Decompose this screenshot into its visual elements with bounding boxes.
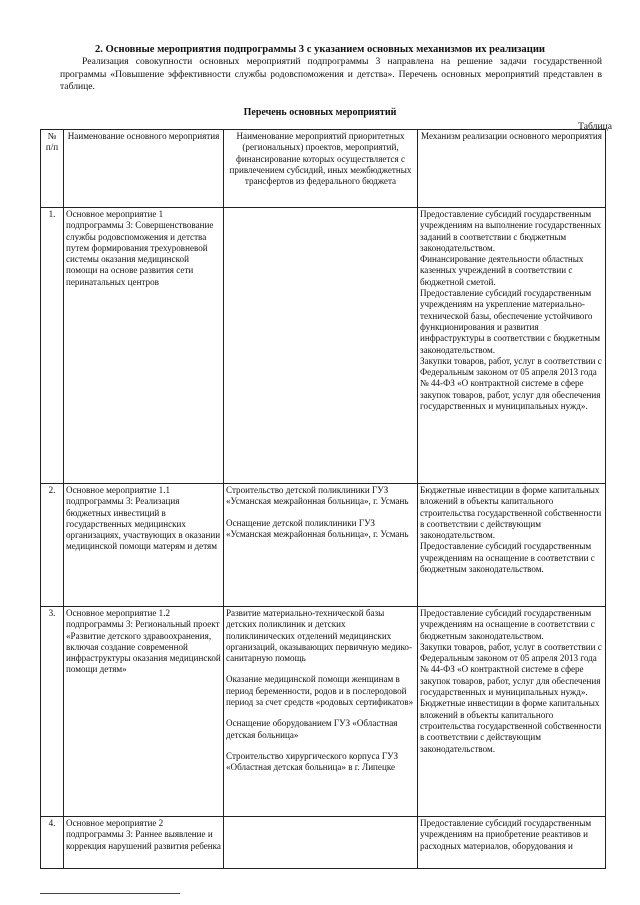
- header-name: Наименование основного мероприятия: [64, 130, 224, 208]
- row-projects: [224, 484, 418, 607]
- mechanism-item: Финансирование деятельности областных казенных учреждений в соответствии с бюджетной сметой.: [420, 254, 584, 287]
- table-row: [41, 484, 606, 607]
- table-row: [41, 208, 606, 484]
- row-name: Основное мероприятие 2 подпрограммы 3: Раннее выявление и коррекция нарушений развития ребенка: [64, 817, 224, 869]
- project-item: Оснащение детской поликлиники ГУЗ «Усманская межрайонная больница», г. Усмань: [226, 517, 409, 539]
- project-item: Строительство детской поликлиники ГУЗ «Усманская межрайонная больница», г. Усмань: [226, 485, 409, 507]
- header-projects: Наименование мероприятий приоритетных (региональных) проектов, мероприятий, финансирование которых осуществляется с привлечением субсидий, иных межбюджетных трансфертов из федерального бюджета: [224, 130, 418, 208]
- header-mechanism: Механизм реализации основного мероприятия: [418, 130, 606, 208]
- row-mechanism: [418, 607, 606, 817]
- row-mechanism: [418, 208, 606, 484]
- table-header-row: [41, 130, 606, 208]
- table-title: Перечень основных мероприятий: [243, 107, 397, 118]
- row-name: Основное мероприятие 1 подпрограммы 3: Совершенствование службы родовспоможения и детства путем формирования трехуровневой системы оказания медицинской помощи на основе развития сети перинатальных центров: [64, 208, 224, 484]
- mechanism-item: Бюджетные инвестиции в форме капитальных вложений в объекты капитального строительства государственной собственности в соответствии с действующим законодательством.: [420, 485, 602, 541]
- mechanism-item: Закупки товаров, работ, услуг в соответствии с Федеральным законом от 05 апреля 2013 года № 44-ФЗ «О контрактной системе в сфере закупок товаров, работ, услуг для обеспечения государственных и муниципальных нужд».: [420, 641, 602, 698]
- mechanism-item: Предоставление субсидий государственным учреждениям на укрепление материально-технической базы, обеспечение устойчивого функционирования и развития инфраструктуры в соответствии с бюджетным законодательством.: [420, 288, 600, 355]
- project-item: Оказание медицинской помощи женщинам в период беременности, родов и в послеродовой период за счет средств «родовых сертификатов»: [226, 674, 414, 708]
- row-projects: [224, 817, 418, 869]
- row-name: Основное мероприятие 1.2 подпрограммы 3: Региональный проект «Развитие детского здравоохранения, включая создание современной инфраструктуры оказания медицинской помощи детям»: [64, 607, 224, 817]
- mechanism-item: Бюджетные инвестиции в форме капитальных вложений в объекты капитального строительства государственной собственности в соответствии с действующим законодательством.: [420, 698, 602, 754]
- row-name: Основное мероприятие 1.1 подпрограммы 3: Реализация бюджетных инвестиций в государственных медицинских организациях, участвующих в оказании медицинской помощи матерям и детям: [64, 484, 224, 607]
- mechanism-item: Предоставление субсидий государственным учреждениям на оснащение в соответствии с бюджетным законодательством.: [420, 541, 595, 575]
- row-projects: [224, 208, 418, 484]
- row-num: 1.: [41, 208, 64, 484]
- measures-table: [40, 129, 606, 869]
- table-row: [41, 817, 606, 869]
- project-item: Оснащение оборудованием ГУЗ «Областная детская больница»: [226, 718, 398, 740]
- section-heading: 2. Основные мероприятия подпрограммы 3 с указанием основных механизмов их реализации: [94, 44, 546, 55]
- intro-paragraph: Реализация совокупности основных мероприятий подпрограммы 3 направлена на решение задачи государственной программы «Повышение эффективности службы родовспоможения и детства». Перечень основных мероприятий представлен в таблице.: [60, 56, 602, 92]
- project-item: Строительство хирургического корпуса ГУЗ «Областная детская больница» в г. Липецке: [226, 750, 399, 773]
- mechanism-item: Предоставление субсидий государственным учреждениям на оснащение в соответствии с бюджетным законодательством.: [420, 608, 595, 641]
- row-mechanism: [418, 484, 606, 607]
- row-num: 3.: [41, 607, 64, 817]
- mechanism-item: Предоставление субсидий государственным учреждениям на выполнение государственных заданий в соответствии с бюджетным законодательством.: [420, 209, 602, 253]
- mechanism-item: Закупки товаров, работ, услуг в соответствии с Федеральным законом от 05 апреля 2013 года № 44-ФЗ «О контрактной системе в сфере закупок товаров, работ, услуг для обеспечения государственных и муниципальных нужд».: [420, 355, 602, 412]
- row-num: 4.: [41, 817, 64, 869]
- table-label: Таблица: [578, 121, 612, 132]
- row-projects: [224, 607, 418, 817]
- header-num: № п/п: [41, 130, 64, 208]
- row-mechanism: [418, 817, 606, 869]
- row-num: 2.: [41, 484, 64, 607]
- project-item: Развитие материально-технической базы детских поликлиник и детских поликлинических отделений медицинских организаций, оказывающих первичную медико-санитарную помощь: [226, 608, 412, 664]
- table-row: [41, 607, 606, 817]
- footnote-divider: [40, 893, 180, 894]
- mechanism-item: Предоставление субсидий государственным учреждениям на приобретение реактивов и расходных материалов, оборудования и: [420, 818, 592, 851]
